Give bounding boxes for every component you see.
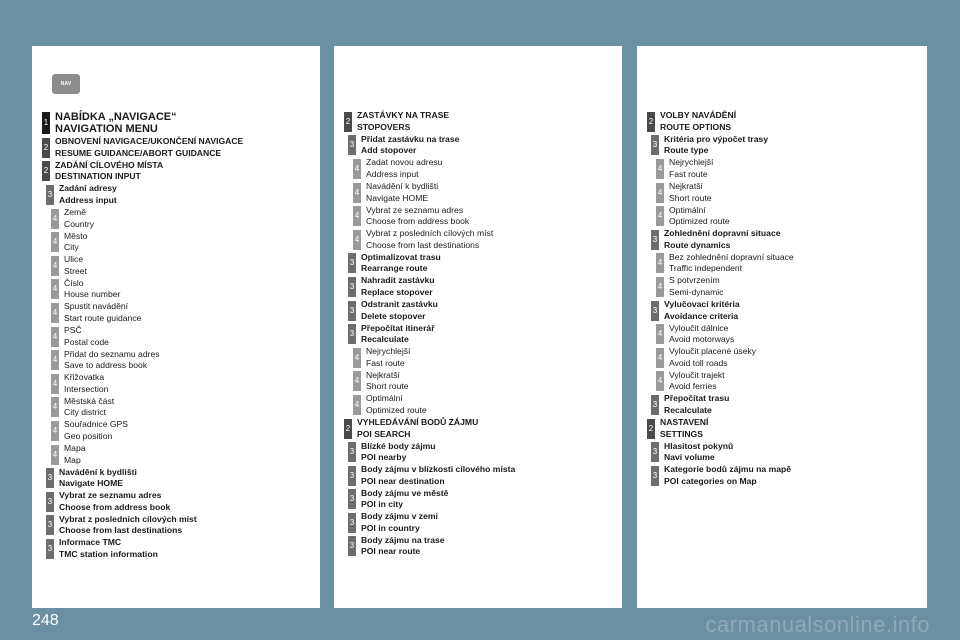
menu-item-text	[59, 490, 170, 513]
menu-item-text	[366, 393, 427, 416]
level-badge: 3	[348, 489, 356, 509]
menu-item-label-cz: Nahradit zastávku	[361, 275, 435, 286]
menu-item-label-en: Country	[64, 218, 95, 229]
menu-item-level-2	[647, 417, 923, 441]
menu-item-label-cz: Navádění k bydlišti	[59, 466, 137, 477]
menu-item-label-cz: Body zájmu v zemi	[361, 511, 438, 522]
level-badge: 4	[51, 350, 59, 370]
menu-item-level-3	[344, 275, 618, 299]
menu-column-3	[637, 46, 927, 608]
menu-item-level-4	[42, 230, 316, 254]
menu-item-text	[361, 275, 435, 298]
menu-item-label-en: Short route	[366, 381, 409, 392]
menu-item-label-en: Address input	[59, 194, 117, 205]
level-badge: 3	[651, 135, 659, 155]
menu-item-label-cz: VYHLEDÁVÁNÍ BODŮ ZÁJMU	[357, 417, 479, 428]
menu-item-level-3	[647, 393, 923, 417]
menu-item-label-en: Navigate HOME	[366, 192, 429, 203]
menu-tree-list	[42, 110, 316, 561]
menu-item-label-en: RESUME GUIDANCE/ABORT GUIDANCE	[55, 147, 222, 158]
menu-item-text	[64, 443, 86, 466]
menu-item-label-en: House number	[64, 289, 121, 300]
level-badge: 3	[46, 468, 54, 488]
menu-item-label-en: POI nearby	[361, 452, 407, 463]
level-badge: 4	[656, 159, 664, 179]
menu-item-label-cz: Přidat zastávku na trase	[361, 133, 460, 144]
level-badge: 3	[348, 513, 356, 533]
menu-item-label-cz: OBNOVENÍ NAVIGACE/UKONČENÍ NAVIGACE	[55, 136, 244, 147]
menu-item-label-cz: S potvrzením	[669, 275, 720, 286]
menu-item-label-en: Navigate HOME	[59, 478, 123, 489]
menu-item-label-en: POI SEARCH	[357, 428, 411, 439]
menu-item-text	[660, 417, 708, 440]
level-badge: 4	[353, 230, 361, 250]
level-badge: 2	[647, 112, 655, 132]
menu-item-level-3	[344, 252, 618, 276]
menu-item-label-cz: Optimální	[366, 393, 403, 404]
menu-item-label-cz: Kategorie bodů zájmu na mapě	[664, 464, 792, 475]
menu-item-level-4	[42, 207, 316, 231]
menu-item-level-3	[344, 440, 618, 464]
menu-item-text	[664, 393, 729, 416]
menu-item-label-en: Recalculate	[361, 334, 409, 345]
menu-item-text	[366, 157, 442, 180]
menu-item-level-4	[344, 204, 618, 228]
menu-item-label-en: Fast route	[669, 168, 708, 179]
menu-item-level-3	[42, 537, 316, 561]
menu-item-label-cz: Vyloučit dálnice	[669, 322, 729, 333]
menu-item-label-cz: Kritéria pro výpočet trasy	[664, 133, 769, 144]
menu-item-label-en: Avoid motorways	[669, 334, 735, 345]
level-badge: 4	[51, 256, 59, 276]
menu-item-label-cz: Vybrat z posledních cílových míst	[59, 513, 197, 524]
menu-item-text	[64, 207, 94, 230]
level-badge: 2	[647, 419, 655, 439]
menu-item-level-3	[647, 440, 923, 464]
menu-item-text	[59, 467, 137, 490]
menu-item-label-cz: Odstranit zastávku	[361, 299, 438, 310]
menu-item-label-en: POI in country	[361, 522, 420, 533]
menu-item-label-en: ROUTE OPTIONS	[660, 121, 732, 132]
menu-item-label-en: Short route	[669, 192, 712, 203]
menu-item-label-cz: Bez zohlednění dopravní situace	[669, 251, 794, 262]
menu-item-label-en: City	[64, 242, 79, 253]
level-badge: 4	[51, 279, 59, 299]
menu-item-label-en: Choose from last destinations	[366, 239, 480, 250]
menu-item-label-cz: Optimální	[669, 204, 706, 215]
menu-item-text	[669, 370, 725, 393]
menu-item-label-cz: Souřadnice GPS	[64, 419, 129, 430]
menu-item-label-en: POI near destination	[361, 475, 445, 486]
level-badge: 4	[656, 348, 664, 368]
watermark: carmanualsonline.info	[705, 612, 930, 637]
menu-item-level-3	[344, 322, 618, 346]
level-badge: 4	[656, 324, 664, 344]
menu-item-text	[664, 299, 740, 322]
menu-item-label-cz: ZADÁNÍ CÍLOVÉHO MÍSTA	[55, 159, 164, 170]
menu-item-level-4	[42, 348, 316, 372]
menu-item-text	[669, 346, 756, 369]
menu-item-label-en: Fast route	[366, 357, 405, 368]
menu-item-label-en: City district	[64, 407, 107, 418]
menu-item-text	[669, 252, 794, 275]
level-badge: 3	[348, 466, 356, 486]
level-badge: 3	[651, 301, 659, 321]
menu-item-level-3	[344, 299, 618, 323]
menu-item-text	[669, 275, 723, 298]
menu-item-text	[64, 349, 160, 372]
menu-item-label-cz: Mapa	[64, 443, 86, 454]
menu-item-text	[64, 419, 128, 442]
menu-item-label-cz: Vyloučit trajekt	[669, 369, 725, 380]
menu-item-level-4	[647, 346, 923, 370]
menu-item-level-3	[42, 514, 316, 538]
menu-item-label-cz: Hlasitost pokynů	[664, 440, 734, 451]
menu-item-text	[366, 346, 410, 369]
level-badge: 3	[348, 536, 356, 556]
menu-item-level-4	[42, 372, 316, 396]
menu-item-label-cz: Spustit navádění	[64, 301, 129, 312]
level-badge: 4	[656, 253, 664, 273]
menu-item-label-en: Street	[64, 265, 87, 276]
menu-item-label-cz: Optimalizovat trasu	[361, 251, 441, 262]
level-badge: 4	[51, 303, 59, 323]
menu-item-label-cz: Body zájmu v blízkosti cílového místa	[361, 464, 516, 475]
menu-item-text	[64, 325, 109, 348]
menu-item-label-cz: Navádění k bydlišti	[366, 181, 439, 192]
menu-item-text	[357, 110, 449, 133]
menu-item-label-cz: Vybrat ze seznamu adres	[366, 204, 464, 215]
menu-item-label-en: Navi volume	[664, 452, 715, 463]
level-badge: 3	[46, 185, 54, 205]
menu-item-label-en: Rearrange route	[361, 263, 428, 274]
menu-item-level-4	[42, 278, 316, 302]
menu-item-label-cz: Přidat do seznamu adres	[64, 348, 160, 359]
menu-item-label-en: Intersection	[64, 383, 109, 394]
menu-item-label-cz: Zadat novou adresu	[366, 157, 443, 168]
menu-item-label-en: Choose from address book	[59, 501, 171, 512]
menu-item-label-cz: ZASTÁVKY NA TRASE	[357, 110, 450, 121]
menu-item-label-en: Avoid toll roads	[669, 357, 728, 368]
menu-item-label-en: Recalculate	[664, 404, 712, 415]
level-badge: 4	[51, 374, 59, 394]
level-badge: 3	[348, 301, 356, 321]
menu-tree-list	[647, 110, 923, 488]
menu-item-text	[366, 228, 493, 251]
menu-item-level-3	[344, 134, 618, 158]
menu-item-label-en: TMC station information	[59, 548, 158, 559]
menu-item-label-cz: Vylučovací kritéria	[664, 299, 740, 310]
menu-item-label-en: Route type	[664, 145, 709, 156]
menu-item-label-cz: Zohlednění dopravní situace	[664, 228, 781, 239]
level-badge: 4	[353, 206, 361, 226]
menu-item-label-cz: Nejkratší	[669, 181, 703, 192]
level-badge: 4	[656, 277, 664, 297]
menu-item-text	[361, 464, 515, 487]
menu-item-level-2	[42, 136, 316, 160]
menu-item-label-en: Replace stopover	[361, 286, 433, 297]
menu-item-label-en: Semi-dynamic	[669, 286, 724, 297]
menu-item-text	[64, 396, 114, 419]
menu-item-text	[669, 323, 734, 346]
menu-item-level-4	[344, 157, 618, 181]
menu-item-text	[55, 111, 177, 135]
menu-item-label-en: STOPOVERS	[357, 121, 411, 132]
level-badge: 3	[46, 515, 54, 535]
menu-item-label-cz: Přepočítat trasu	[664, 393, 730, 404]
menu-item-text	[669, 181, 712, 204]
menu-item-label-cz: Křižovatka	[64, 372, 105, 383]
menu-item-level-3	[42, 183, 316, 207]
menu-item-text	[64, 231, 87, 254]
level-badge: 4	[51, 421, 59, 441]
menu-item-text	[361, 511, 438, 534]
menu-item-label-en: POI near route	[361, 546, 421, 557]
menu-item-level-4	[344, 181, 618, 205]
menu-item-label-en: NAVIGATION MENU	[55, 123, 158, 135]
menu-item-level-4	[647, 322, 923, 346]
level-badge: 4	[353, 371, 361, 391]
menu-item-label-cz: Body zájmu ve městě	[361, 487, 449, 498]
menu-item-label-cz: Zadání adresy	[59, 183, 117, 194]
menu-item-label-cz: Vyloučit placené úseky	[669, 346, 757, 357]
menu-item-level-4	[42, 419, 316, 443]
level-badge: 3	[651, 442, 659, 462]
menu-item-text	[64, 372, 108, 395]
menu-item-level-2	[344, 417, 618, 441]
level-badge: 3	[348, 277, 356, 297]
menu-item-label-en: Add stopover	[361, 145, 417, 156]
level-badge: 3	[46, 539, 54, 559]
menu-item-level-1	[42, 110, 316, 136]
menu-item-text	[59, 537, 158, 560]
level-badge: 3	[651, 230, 659, 250]
menu-item-level-4	[344, 228, 618, 252]
menu-item-label-cz: Blízké body zájmu	[361, 440, 436, 451]
level-badge: 3	[348, 253, 356, 273]
menu-item-label-en: SETTINGS	[660, 428, 703, 439]
menu-item-text	[366, 205, 469, 228]
nav-button-icon: NAV	[52, 74, 80, 94]
menu-item-label-cz: Informace TMC	[59, 537, 122, 548]
menu-item-label-cz: Nejrychlejší	[366, 346, 411, 357]
menu-item-level-2	[42, 160, 316, 184]
level-badge: 3	[651, 395, 659, 415]
menu-item-label-en: Save to address book	[64, 360, 148, 371]
menu-item-level-3	[647, 228, 923, 252]
menu-item-level-2	[647, 110, 923, 134]
menu-item-text	[664, 228, 781, 251]
menu-item-label-en: Choose from last destinations	[59, 525, 183, 536]
menu-item-label-cz: PSČ	[64, 325, 82, 336]
level-badge: 4	[51, 397, 59, 417]
menu-item-label-cz: Vybrat z posledních cílových míst	[366, 228, 494, 239]
level-badge: 4	[353, 183, 361, 203]
level-badge: 3	[46, 492, 54, 512]
menu-item-label-cz: Číslo	[64, 277, 84, 288]
menu-item-level-4	[344, 370, 618, 394]
level-badge: 4	[51, 232, 59, 252]
level-badge: 4	[656, 183, 664, 203]
menu-item-level-4	[42, 301, 316, 325]
menu-item-label-en: Optimized route	[366, 404, 427, 415]
menu-item-level-3	[647, 134, 923, 158]
menu-item-level-4	[647, 252, 923, 276]
menu-item-text	[55, 160, 163, 183]
menu-item-text	[64, 301, 141, 324]
menu-item-label-cz: Nejrychlejší	[669, 157, 714, 168]
level-badge: 4	[656, 371, 664, 391]
menu-item-level-4	[42, 325, 316, 349]
menu-item-label-en: Delete stopover	[361, 310, 426, 321]
menu-item-label-cz: NASTAVENÍ	[660, 417, 709, 428]
menu-item-label-en: Start route guidance	[64, 312, 142, 323]
level-badge: 4	[51, 445, 59, 465]
menu-item-text	[357, 417, 478, 440]
menu-item-label-cz: Vybrat ze seznamu adres	[59, 490, 162, 501]
level-badge: 3	[348, 135, 356, 155]
menu-column-2	[334, 46, 622, 608]
menu-item-level-2	[344, 110, 618, 134]
level-badge: 3	[348, 442, 356, 462]
menu-item-text	[366, 370, 409, 393]
menu-item-level-3	[42, 466, 316, 490]
menu-item-level-4	[647, 275, 923, 299]
menu-item-level-3	[42, 490, 316, 514]
menu-item-label-cz: VOLBY NAVÁDĚNÍ	[660, 110, 737, 121]
menu-item-text	[664, 464, 791, 487]
level-badge: 4	[353, 159, 361, 179]
level-badge: 2	[344, 419, 352, 439]
menu-item-level-4	[344, 393, 618, 417]
menu-item-text	[366, 181, 438, 204]
menu-item-level-4	[647, 370, 923, 394]
menu-item-label-en: Postal code	[64, 336, 109, 347]
menu-item-text	[361, 134, 459, 157]
menu-item-text	[361, 535, 445, 558]
menu-item-level-3	[647, 299, 923, 323]
menu-item-level-4	[42, 443, 316, 467]
menu-item-text	[64, 254, 87, 277]
menu-item-label-en: POI in city	[361, 499, 404, 510]
menu-item-text	[660, 110, 736, 133]
menu-item-label-en: Traffic independent	[669, 263, 743, 274]
menu-item-label-en: Address input	[366, 168, 419, 179]
level-badge: 4	[353, 348, 361, 368]
menu-item-level-3	[344, 511, 618, 535]
menu-item-label-cz: Přepočítat itinerář	[361, 322, 435, 333]
menu-item-label-en: Map	[64, 454, 81, 465]
menu-column-1	[32, 46, 320, 608]
menu-item-text	[361, 299, 438, 322]
level-badge: 4	[656, 206, 664, 226]
level-badge: 4	[353, 395, 361, 415]
level-badge: 4	[51, 327, 59, 347]
menu-item-label-cz: NABÍDKA „NAVIGACE“	[55, 111, 177, 123]
menu-item-label-cz: Město	[64, 230, 88, 241]
menu-item-label-en: Avoidance criteria	[664, 310, 739, 321]
page-number: 248	[32, 612, 59, 629]
menu-item-label-cz: Země	[64, 207, 86, 218]
menu-item-level-4	[42, 396, 316, 420]
menu-item-level-4	[344, 346, 618, 370]
menu-tree-list	[344, 110, 618, 558]
menu-item-level-3	[344, 535, 618, 559]
level-badge: 3	[348, 324, 356, 344]
level-badge: 2	[344, 112, 352, 132]
level-badge: 2	[42, 138, 50, 158]
menu-item-level-4	[647, 157, 923, 181]
menu-item-text	[669, 205, 730, 228]
menu-item-level-3	[647, 464, 923, 488]
menu-item-label-en: Optimized route	[669, 216, 730, 227]
menu-item-text	[361, 488, 448, 511]
menu-item-level-4	[647, 204, 923, 228]
menu-item-label-en: POI categories on Map	[664, 475, 757, 486]
menu-item-level-4	[647, 181, 923, 205]
menu-item-level-3	[344, 488, 618, 512]
menu-item-text	[669, 157, 713, 180]
level-badge: 3	[651, 466, 659, 486]
menu-item-label-cz: Body zájmu na trase	[361, 534, 445, 545]
menu-item-text	[361, 323, 435, 346]
menu-item-level-3	[344, 464, 618, 488]
level-badge: 1	[42, 112, 50, 134]
menu-item-label-cz: Nejkratší	[366, 369, 400, 380]
menu-item-text	[664, 134, 768, 157]
menu-item-label-en: Geo position	[64, 430, 113, 441]
menu-item-label-cz: Městská část	[64, 395, 115, 406]
menu-item-label-en: Route dynamics	[664, 239, 731, 250]
menu-item-label-en: Avoid ferries	[669, 381, 717, 392]
menu-item-text	[64, 278, 120, 301]
menu-item-text	[361, 441, 436, 464]
menu-item-text	[55, 136, 243, 159]
menu-item-text	[59, 183, 117, 206]
menu-item-label-en: DESTINATION INPUT	[55, 171, 141, 182]
menu-item-text	[361, 252, 441, 275]
menu-item-label-en: Choose from address book	[366, 216, 470, 227]
menu-item-text	[664, 441, 733, 464]
menu-item-text	[59, 514, 197, 537]
menu-item-level-4	[42, 254, 316, 278]
level-badge: 2	[42, 161, 50, 181]
level-badge: 4	[51, 209, 59, 229]
menu-item-label-cz: Ulice	[64, 254, 84, 265]
